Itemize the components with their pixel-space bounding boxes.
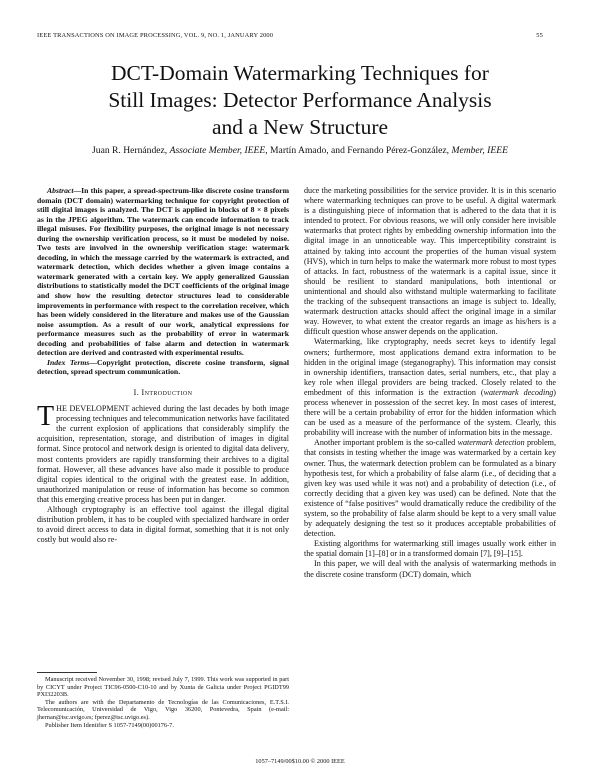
footnote-divider [37, 672, 97, 673]
footnote-affiliation: The authors are with the Departamento de Tecnologías de las Comunicaciones, E.T.S.I. Telecomunicación, Universidad de Vigo, Vigo 36200, Pontevedra, Spain (e-mail: jhernan@tsc.uvigo.es; fperez@tsc.uvigo.es). [37, 698, 289, 721]
term-watermark-detection: watermark detection [457, 438, 525, 448]
author-3-membership: Member, IEEE [451, 145, 508, 156]
running-header [37, 32, 543, 42]
journal-name: IEEE TRANSACTIONS ON IMAGE PROCESSING, VOL. 9, NO. 1, JANUARY 2000 [37, 32, 274, 39]
right-paragraph-4: Existing algorithms for watermarking still images usually work either in the spatial domain [1]–[8] or in a transformed domain [7], [9]–[15]. [304, 539, 556, 559]
intro-paragraph-2: Although cryptography is an effective tool against the illegal digital distribution problem, it has to be coupled with specialized hardware in order to avoid direct access to data in digital format, something that it is not only costly but would also re- [37, 504, 289, 545]
copyright-line: 1057–7149/00$10.00 © 2000 IEEE [255, 758, 345, 765]
right-column [304, 186, 556, 580]
title-line-3: and a New Structure [211, 115, 389, 139]
right-paragraph-1: duce the marketing possibilities for the service provider. It is in this scenario where watermarking techniques can prove to be useful. A digital watermark is a distinguishing piece of information that is adhered to the data that it is intended to protect. For obvious reasons, we will only consider here invisible watermarks that protect rights by embedding ownership information into the digital image in an unnoticeable way. This imperceptibility constraint is attained by taking into account the properties of the human visual system (HVS), which in turn helps to make the watermark more robust to most types of attacks. In fact, robustness of the watermark is a capital issue, since it should be resilient to standard manipulations, both intentional or unintentional and should also withstand multiple watermarking to facilitate the tracking of the subsequent transactions an image is subject to. Ideally, watermark destruction attacks should affect the original image in a similar way. However, to what extent the creator regards an image as his/hers is a difficult question whose answer depends on the application. [304, 186, 556, 337]
footnote-identifier: Publisher Item Identifier S 1057-7149(00)00176-7. [45, 721, 174, 729]
abstract-label: Abstract— [47, 186, 82, 195]
author-line [40, 145, 560, 157]
drop-cap: T [37, 401, 55, 433]
left-column [37, 186, 289, 545]
author-1-membership: Associate Member, IEEE [169, 145, 266, 156]
intro-paragraph-1 [37, 401, 289, 505]
right-paragraph-2-part-b: ) process whenever in possession of the secret key. In most cases of interest, there will be a certain probability of error for the hidden information which can be used as a measure of the performance of the system. Clearly, this probability will increase with the number of information bits in the message. [304, 387, 556, 438]
term-watermark-decoding: watermark decoding [483, 387, 554, 397]
section-numeral: I. [133, 387, 142, 397]
abstract-text: In this paper, a spread-spectrum-like discrete cosine transform domain (DCT domain) watermarking technique for copyright protection of still digital images is analyzed. The DCT is applied in blocks of 8 × 8 pixels as in the JPEG algorithm. The watermark can encode information to track illegal misuses. For flexibility purposes, the original image is not necessary during the ownership verification process, so it must be modeled by noise. Two tests are involved in the ownership verification stage: watermark decoding, in which the message carried by the watermark is extracted, and watermark detection, which decides whether a given image contains a watermark generated with a certain key. We apply generalized Gaussian distributions to statistically model the DCT coefficients of the original image and show how the resulting detector structures lead to considerable improvements in performance with respect to the correlation receiver, which has been widely considered in the literature and makes use of the Gaussian noise assumption. As a result of our work, analytical expressions for performance measures such as the probability of error in watermark decoding and probabilities of false alarm and detection in watermark detection are derived and contrasted with experimental results. [37, 186, 289, 358]
footnotes [37, 676, 289, 729]
right-paragraph-2-part-a: Watermarking, like cryptography, needs secret keys to identify legal owners; furthermore, most applications demand extra information to be hidden in the original image (steganography). This information may consist in ownership identifiers, transaction dates, serial numbers, etc., that play a key role when illegal providers are being tracked. Closely related to the embedment of this information is the extraction ( [304, 337, 556, 397]
index-terms-label: Index Terms— [47, 357, 97, 367]
index-terms [37, 358, 289, 377]
author-2-3: , Martín Amado, and Fernando Pérez-González, [265, 145, 452, 156]
title-line-2: Still Images: Detector Performance Analysis [108, 88, 492, 112]
right-paragraph-2 [304, 337, 556, 438]
page-number: 55 [536, 32, 543, 39]
right-paragraph-3-part-a: Another important problem is the so-called [314, 438, 458, 448]
index-terms-text: Copyright protection, discrete cosine transform, signal detection, spread spectrum communication. [37, 357, 290, 377]
abstract [37, 186, 289, 358]
section-heading-introduction [37, 388, 289, 398]
intro-paragraph-1-text: HE DEVELOPMENT achieved during the last decades by both image processing techniques and telecommunication networks have facilitated the current explosion of applications that considerably simplify the acquisition, representation, storage, and distribution of images in digital format. Since protocol and network design is oriented to digital data delivery, most contents providers are rapidly transforming their archives to a digital format. However, all these advances have also made it possible to produce digital copies identical to the original with the greatest ease. In addition, unauthorized manipulation or reuse of information has become so common that this emerging creative process has been put in danger. [37, 404, 289, 504]
right-paragraph-5: In this paper, we will deal with the analysis of watermarking methods in the discrete cosine transform (DCT) domain, which [304, 559, 556, 579]
paper-title [40, 60, 560, 141]
section-title: Introduction [141, 387, 193, 397]
title-line-1: DCT-Domain Watermarking Techniques for [111, 61, 489, 85]
author-1: Juan R. Hernández, [92, 145, 170, 156]
footnote-manuscript: Manuscript received November 30, 1998; revised July 7, 1999. This work was supported in part by CICYT under Project TIC96-0500-C10-10 and by Xunta de Galicia under Project PGIDT99 PXI32203B. [37, 676, 289, 699]
right-paragraph-3 [304, 438, 556, 539]
right-paragraph-3-part-b: problem, that consists in testing whether the image was watermarked by a certain key owner. Thus, the watermark detection problem can be formulated as a binary hypothesis test, for which a probability of false alarm (i.e., of deciding that a given key was used while it was not) and a probability of detection (i.e., of correctly deciding that a given key was used) can be defined. Note that the existence of “false positives” would dramatically reduce the credibility of the system, so the probability of false alarm should be kept to a very small value by adequately designing the test so it produces acceptable probabilities of detection. [304, 438, 556, 539]
